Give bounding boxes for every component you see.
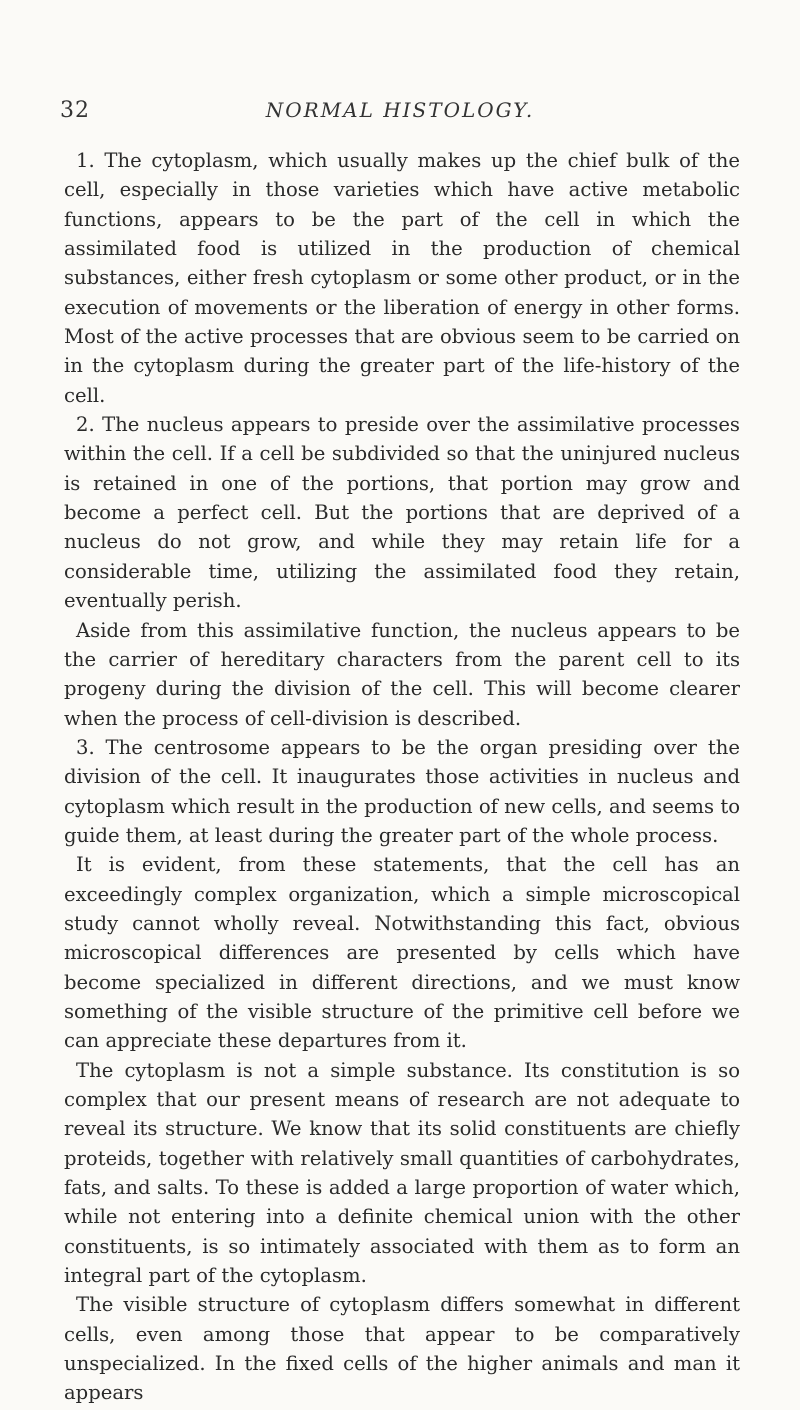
- paragraph-cytoplasm-function: 1. The cytoplasm, which usually makes up the chief bulk of the cell, especially in those varieties which have active metabolic functions, appears to be the part of the cell in which the assimilated food is utilized in the production of chemical substances, either fresh cytoplasm or some other product, or in the execution of movements or the liberation of energy in other forms. Most of the active processes that are obvious seem to be carried on in the cytoplasm during the greater part of the life-history of the cell.: [64, 149, 740, 407]
- paragraph-cytoplasm-structure: The visible structure of cytoplasm differs somewhat in different cells, even among those that appear to be comparatively unspecialized. In the fixed cells of the higher animals and man it appears: [64, 1293, 740, 1405]
- paragraph-nucleus-function: 2. The nucleus appears to preside over the assimilative processes within the cell. If a cell be subdivided so that the uninjured nucleus is retained in one of the portions, that portion may grow and become a perfect cell. But the portions that are deprived of a nucleus do not grow, and while they may retain life for a considerable time, utilizing the assimilated food they retain, eventually perish.: [64, 413, 740, 613]
- page-number: 32: [60, 98, 90, 123]
- paragraph-cell-organization: It is evident, from these statements, that the cell has an exceedingly complex organization, which a simple microscopical study cannot wholly reveal. Notwithstanding this fact, obvious microscopical differences are presented by cells which have become specialized in different directions, and we must know something of the visible structure of the primitive cell before we can appreciate these departures from it.: [64, 853, 740, 1053]
- paragraph-nucleus-heredity: Aside from this assimilative function, the nucleus appears to be the carrier of hereditary characters from the parent cell to its progeny during the division of the cell. This will become clearer when the process of cell-division is described.: [64, 618, 740, 730]
- page-header: [60, 98, 740, 138]
- body-text: [64, 146, 740, 1408]
- running-head: NORMAL HISTOLOGY.: [265, 98, 535, 122]
- paragraph-cytoplasm-constitution: The cytoplasm is not a simple substance. Its constitution is so complex that our present means of research are not adequate to reveal its structure. We know that its solid constituents are chiefly proteids, together with relatively small quantities of carbohydrates, fats, and salts. To these is added a large proportion of water which, while not entering into a definite chemical union with the other constituents, is so intimately associated with them as to form an integral part of the cytoplasm.: [64, 1058, 740, 1288]
- paragraph-centrosome-function: 3. The centrosome appears to be the organ presiding over the division of the cell. It inaugurates those activities in nucleus and cytoplasm which result in the production of new cells, and seems to guide them, at least during the greater part of the whole process.: [64, 735, 740, 847]
